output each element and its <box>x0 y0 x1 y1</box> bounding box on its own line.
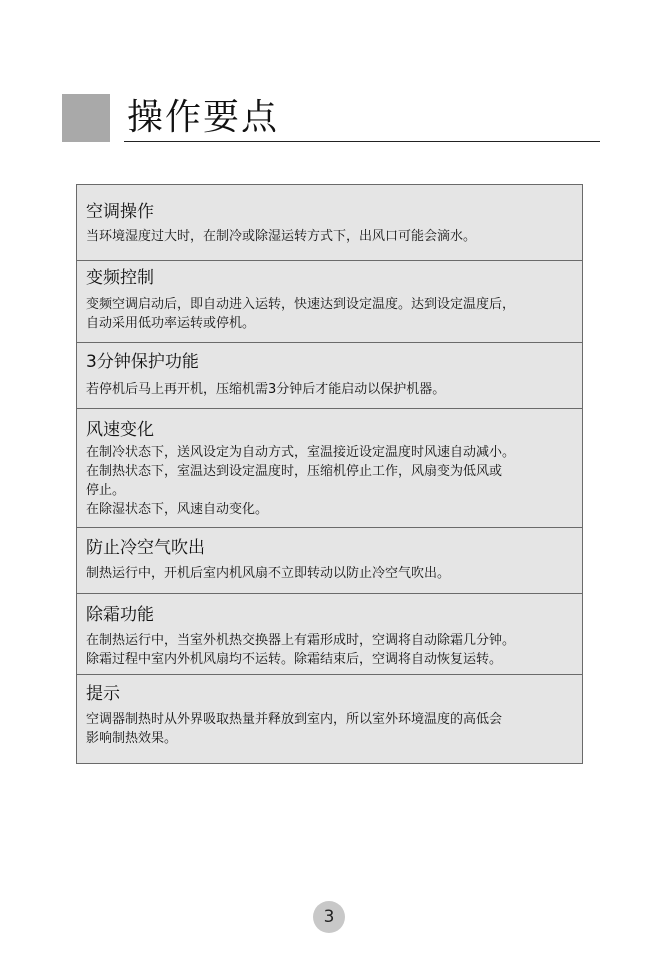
body-line: 影响制热效果。 <box>86 731 178 746</box>
section-body <box>86 710 578 748</box>
operation-points-panel <box>76 184 583 764</box>
body-line: 在除湿状态下，风速自动变化。 <box>86 502 269 517</box>
body-line: 停止。 <box>86 483 126 498</box>
section-body <box>86 631 578 669</box>
body-line: 自动采用低功率运转或停机。 <box>86 316 256 331</box>
body-line: 在制冷状态下，送风设定为自动方式，室温接近设定温度时风速自动减小。 <box>86 445 516 460</box>
section-title: 提示 <box>86 684 120 704</box>
body-line: 若停机后马上再开机，压缩机需3分钟后才能启动以保护机器。 <box>86 382 446 397</box>
title-underline <box>124 141 600 142</box>
section-title: 风速变化 <box>86 420 154 440</box>
section-cold-draft-prevention <box>77 527 582 592</box>
section-body <box>86 564 578 583</box>
section-title: 空调操作 <box>86 202 154 222</box>
section-body <box>86 443 578 519</box>
section-marker <box>62 94 110 142</box>
section-fan-speed <box>77 408 582 526</box>
body-line: 在制热运行中，当室外机热交换器上有霜形成时，空调将自动除霜几分钟。 <box>86 633 516 648</box>
section-body <box>86 227 578 246</box>
section-body <box>86 295 578 333</box>
body-line: 制热运行中，开机后室内机风扇不立即转动以防止冷空气吹出。 <box>86 566 451 581</box>
page-title: 操作要点 <box>127 97 280 138</box>
body-line: 除霜过程中室内外机风扇均不运转。除霜结束后，空调将自动恢复运转。 <box>86 652 503 667</box>
section-title: 防止冷空气吹出 <box>86 538 205 558</box>
body-line: 变频空调启动后，即自动进入运转，快速达到设定温度。达到设定温度后， <box>86 297 516 312</box>
section-body <box>86 380 578 399</box>
body-line: 空调器制热时从外界吸取热量并释放到室内，所以室外环境温度的高低会 <box>86 712 503 727</box>
body-line: 当环境湿度过大时，在制冷或除湿运转方式下，出风口可能会滴水。 <box>86 229 477 244</box>
section-ac-operation <box>77 185 582 245</box>
section-title: 变频控制 <box>86 268 154 288</box>
section-inverter-control <box>77 260 582 337</box>
section-title: 除霜功能 <box>86 605 154 625</box>
body-line: 在制热状态下，室温达到设定温度时，压缩机停止工作，风扇变为低风或 <box>86 464 503 479</box>
section-defrost <box>77 593 582 673</box>
section-title: 3分钟保护功能 <box>86 352 199 372</box>
section-3min-protection <box>77 342 582 407</box>
page-number: 3 <box>313 901 345 933</box>
section-tip <box>77 674 582 764</box>
